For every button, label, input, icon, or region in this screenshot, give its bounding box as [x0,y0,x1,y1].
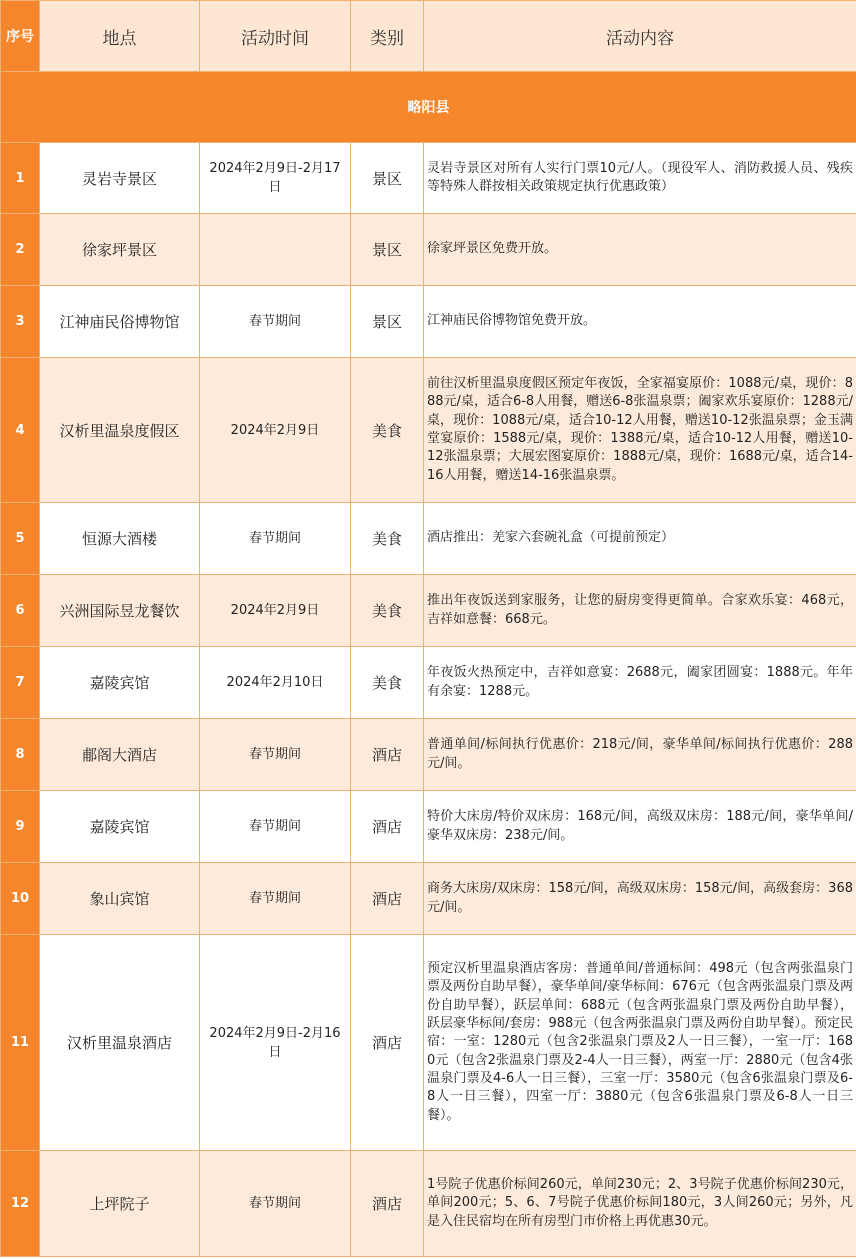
row-seq: 11 [1,935,40,1151]
row-time: 春节期间 [200,503,351,575]
row-seq: 9 [1,791,40,863]
header-category: 类别 [351,1,424,72]
row-time: 2024年2月10日 [200,647,351,719]
row-category: 美食 [351,358,424,503]
row-location: 象山宾馆 [40,863,200,935]
row-content: 普通单间/标间执行优惠价：218元/间，豪华单间/标间执行优惠价：288元/间。 [424,719,856,791]
row-location: 汉析里温泉酒店 [40,935,200,1151]
row-content: 徐家坪景区免费开放。 [424,214,856,286]
table-row [1,863,856,935]
row-seq: 2 [1,214,40,286]
row-seq: 6 [1,575,40,647]
table-row [1,935,856,1151]
row-category: 酒店 [351,863,424,935]
row-category: 景区 [351,143,424,214]
row-seq: 10 [1,863,40,935]
header-time: 活动时间 [200,1,351,72]
row-time: 春节期间 [200,286,351,358]
row-content: 商务大床房/双床房：158元/间，高级双床房：158元/间，高级套房：368元/间。 [424,863,856,935]
row-location: 恒源大酒楼 [40,503,200,575]
row-location: 兴洲国际昱龙餐饮 [40,575,200,647]
row-category: 美食 [351,503,424,575]
row-seq: 3 [1,286,40,358]
region-row [1,72,856,143]
table-row [1,647,856,719]
row-time: 春节期间 [200,1151,351,1257]
row-content: 预定汉析里温泉酒店客房：普通单间/普通标间：498元（包含两张温泉门票及两份自助早餐），豪华单间/豪华标间：676元（包含两张温泉门票及两份自助早餐），跃层单间：688元（包含两张温泉门票及两份自助早餐），跃层豪华标间/套房：988元（包含两张温泉门票及两份自助早餐）。预定民宿：一室：1280元（包含2张温泉门票及2人一日三餐），一室一厅：1680元（包含2张温泉门票及2-4人一日三餐），两室一厅：2880元（包含4张温泉门票及4-6人一日三餐），三室一厅：3580元（包含6张温泉门票及6-8人一日三餐），四室一厅：3880元（包含6张温泉门票及6-8人一日三餐）。 [424,935,856,1151]
header-row [1,1,856,72]
row-content: 前往汉析里温泉度假区预定年夜饭，全家福宴原价：1088元/桌，现价：888元/桌，适合6-8人用餐，赠送6-8张温泉票；阖家欢乐宴原价：1288元/桌，现价：1088元/桌，适合10-12人用餐，赠送10-12张温泉票；金玉满堂宴原价：1588元/桌，现价：1388元/桌，适合10-12人用餐，赠送10-12张温泉票；大展宏图宴原价：1888元/桌，现价：1688元/桌，适合14-16人用餐，赠送14-16张温泉票。 [424,358,856,503]
row-seq: 1 [1,143,40,214]
row-category: 酒店 [351,791,424,863]
table-row [1,503,856,575]
row-location: 上坪院子 [40,1151,200,1257]
row-location: 嘉陵宾馆 [40,647,200,719]
row-time [200,214,351,286]
row-time: 春节期间 [200,719,351,791]
row-content: 年夜饭火热预定中，吉祥如意宴：2688元，阖家团圆宴：1888元。年年有余宴：1288元。 [424,647,856,719]
row-time: 2024年2月9日-2月17日 [200,143,351,214]
row-category: 美食 [351,647,424,719]
table-row [1,358,856,503]
region-title: 略阳县 [1,72,856,143]
row-time: 2024年2月9日 [200,575,351,647]
row-category: 景区 [351,214,424,286]
table-row [1,214,856,286]
row-location: 徐家坪景区 [40,214,200,286]
row-category: 酒店 [351,1151,424,1257]
header-content: 活动内容 [424,1,856,72]
table-row [1,286,856,358]
row-time: 春节期间 [200,863,351,935]
header-seq: 序号 [1,1,40,72]
table-row [1,791,856,863]
row-content: 江神庙民俗博物馆免费开放。 [424,286,856,358]
row-time: 2024年2月9日-2月16日 [200,935,351,1151]
row-time: 春节期间 [200,791,351,863]
row-seq: 7 [1,647,40,719]
row-category: 美食 [351,575,424,647]
table-row [1,575,856,647]
row-seq: 12 [1,1151,40,1257]
row-time: 2024年2月9日 [200,358,351,503]
row-content: 特价大床房/特价双床房：168元/间，高级双床房：188元/间，豪华单间/豪华双床房：238元/间。 [424,791,856,863]
table-row [1,143,856,214]
row-location: 嘉陵宾馆 [40,791,200,863]
table-row [1,719,856,791]
row-category: 景区 [351,286,424,358]
row-content: 推出年夜饭送到家服务，让您的厨房变得更简单。合家欢乐宴：468元，吉祥如意餐：668元。 [424,575,856,647]
row-seq: 4 [1,358,40,503]
row-category: 酒店 [351,935,424,1151]
row-location: 汉析里温泉度假区 [40,358,200,503]
row-seq: 8 [1,719,40,791]
row-content: 1号院子优惠价标间260元，单间230元；2、3号院子优惠价标间230元，单间200元；5、6、7号院子优惠价标间180元，3人间260元；另外，凡是入住民宿均在所有房型门市价格上再优惠30元。 [424,1151,856,1257]
row-location: 灵岩寺景区 [40,143,200,214]
row-seq: 5 [1,503,40,575]
row-content: 灵岩寺景区对所有人实行门票10元/人。（现役军人、消防救援人员、残疾等特殊人群按相关政策规定执行优惠政策） [424,143,856,214]
header-location: 地点 [40,1,200,72]
row-location: 江神庙民俗博物馆 [40,286,200,358]
row-location: 郙阁大酒店 [40,719,200,791]
table-row [1,1151,856,1257]
row-category: 酒店 [351,719,424,791]
row-content: 酒店推出：羌家六套碗礼盒（可提前预定） [424,503,856,575]
